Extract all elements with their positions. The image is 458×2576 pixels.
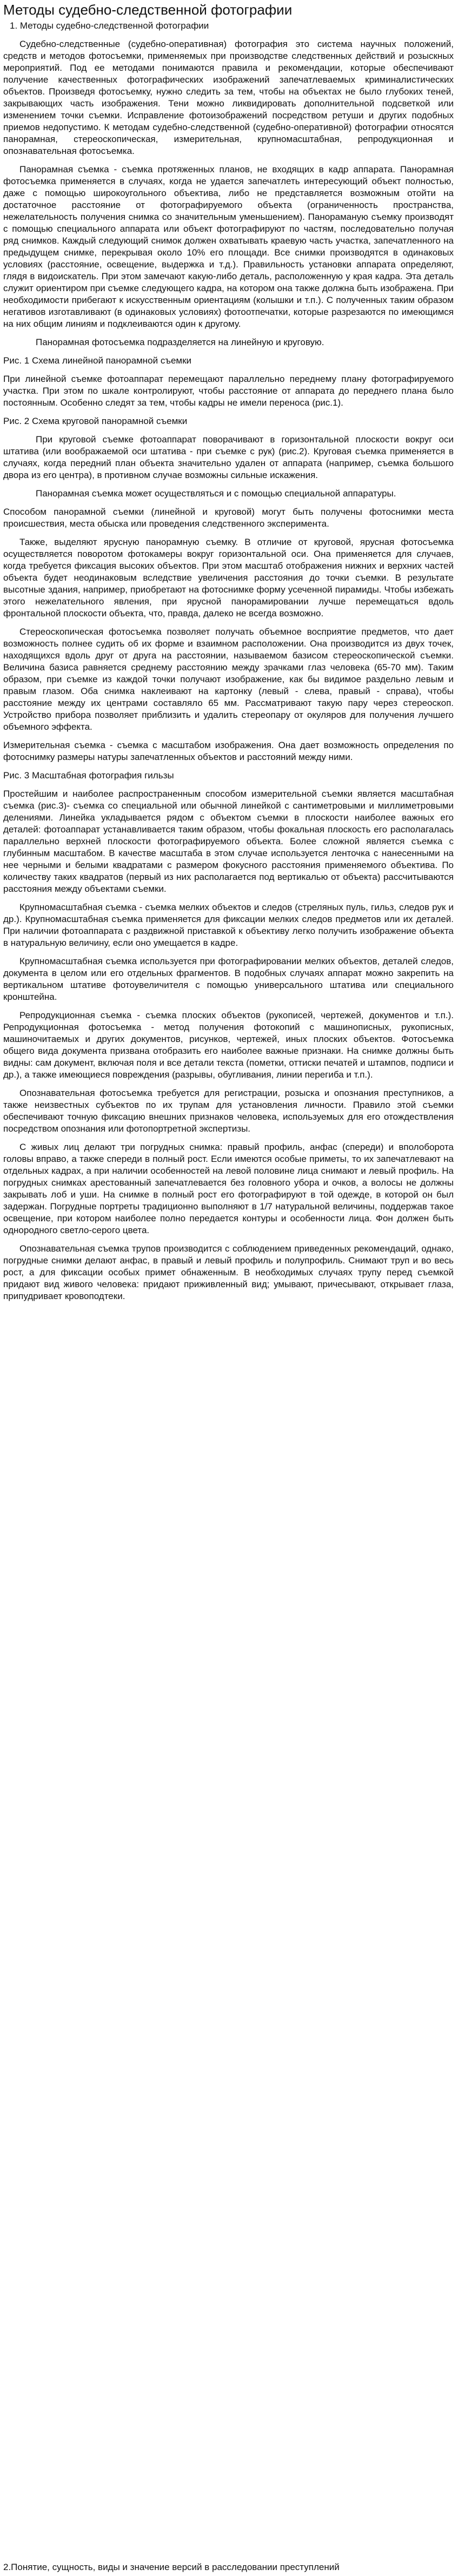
paragraph-panoramic: Панорамная съемка - съемка протяженных планов, не входящих в кадр аппарата. Панорамная фотосъемка применяется в случаях, когда не удается запечатлеть интересующий объект полностью, даже с помощью широкоугольного объектива, либо не представляется возможным отойти на достаточное расстояние от фотографируемого объекта (ограниченность пространства, нежелательность получения снимка со значительным уменьшением). Панораманую съемку производят с помощью специального аппарата или объект фотографируют по частям, последовательно получая ряд снимков. Каждый следующий снимок должен охватывать краевую часть участка, запечатленного на предыдущем снимке, перекрывая около 10% его площади. Все снимки производятся в одинаковых условиях (расстояние, освещение, выдержка и т.д.). Правильность установки аппарата определяют, глядя в видоискатель. При этом замечают какую-либо деталь, расположенную у края кадра. Эта деталь служит ориентиром при съемке следующего кадра, на котором она также должна быть изображена. При необходимости прибегают к искусственным ориентациям (колышки и т.п.). С полученных таким образом негативов изготавливают (в одинаковых условиях) фотоотпечатки, которые разрезаются по имеющимся на них общим линиям и подклеиваются один к другому. <box>3 164 454 329</box>
paragraph-special-equipment: Панорамная съемка может осуществляться и с помощью специальной аппаратуры. <box>36 488 396 499</box>
paragraph-circular: При круговой съемке фотоаппарат поворачивают в горизонтальной плоскости вокруг оси штатива (или воображаемой оси штатива - при съемке с рук) (рис.2). Круговая съемка применяется в случаях, когда передний план объекта значительно удален от аппарата (например, съемка большого двора из его центра), в противном случае возможны сильные искажения. <box>3 434 454 480</box>
paragraph-panoramic-use: Способом панорамной съемки (линейной и круговой) могут быть получены фотоснимки места происшествия, места обыска или проведения следственного эксперимента. <box>3 507 454 529</box>
paragraph-intro: Судебно-следственные (судебно-оперативная) фотография это система научных положений, средств и методов фотосъемки, применяемых при производстве следственных действий и розыскных мероприятий. Под ее методами понимаются правила и рекомендации, которые обеспечивают получение качественных фотографических изображений запечатлеваемых криминалистических объектов. Произведя фотосъемку, нужно следить за тем, чтобы на объектах не было глубоких теней, закрывающих часть изображения. Тени можно ликвидировать дополнительной подсветкой или изменением точки съемки. Исправление фотоизображений посредством ретуши и других подобных приемов недопустимо. К методам судебно-следственной (судебно-оперативной) фотографии относятся панорамная, стереоскопическая, измерительная, крупномасштабная, репродукционная и опознавательная фотосъемка. <box>3 39 454 156</box>
figure-caption-2: Рис. 2 Схема круговой панорамной съемки <box>3 416 188 426</box>
next-section-heading: 2.Понятие, сущность, виды и значение версий в расследовании преступлений <box>3 2562 340 2572</box>
paragraph-corpses: Опознавательная съемка трупов производится с соблюдением приведенных рекомендаций, однако, погрудные снимки делают анфас, в правый и левый профиль и полупрофиль. Снимают труп и во весь рост, а для фиксации особых примет обнаженным. В необходимых случаях трупу перед съемкой придают вид живого человека: придают приживленный вид; умывают, причесывают, открывает глаза, припудривает кровоподтеки. <box>3 1243 454 1301</box>
figure-caption-1: Рис. 1 Схема линейной панорамной съемки <box>3 355 192 366</box>
paragraph-living-persons: С живых лиц делают три погрудных снимка: правый профиль, анфас (спереди) и вполоборота головы вправо, а также спереди в полный рост. Если имеются особые приметы, то их запечатлевают на отдельных кадрах, а при наличии особенностей на левой половине лица снимают и левый профиль. На погрудных снимках арестованный запечатлевается без головного убора и очков, а волосы не должны закрывать лоб и уши. На снимке в полный рост его фотографируют в той одежде, в которой он был задержан. Погрудные портреты традиционно выполняют в 1/7 натуральной величины, поддержав такое освещение, при котором наиболее полно передается контуры и особенности лица. Фон должен быть однородного светло-серого цвета. <box>3 1142 454 1235</box>
paragraph-linear: При линейной съемке фотоаппарат перемещают параллельно переднему плану фотографируемого участка. При этом по шкале контролируют, чтобы расстояние от аппарата до переднего плана было постоянным. Особенно следят за тем, чтобы кадры не имели переноса (рис.1). <box>3 374 454 408</box>
paragraph-scale: Простейшим и наиболее распространенным способом измерительной съемки является масштабная съемка (рис.3)- съемка со специальной или обычной линейкой с сантиметровыми и миллиметровыми делениями. Линейка укладывается рядом с объектом съемки в плоскости наиболее важных его деталей: фотоаппарат устанавливается таким образом, чтобы фокальная плоскость его располагалась параллельно верхней плоскости фотографируемого объекта. Более сложной является съемка с глубинным масштабом. В качестве масштаба в этом случае используется ленточка с нанесенными на нее черными и белыми квадратами с размером фокусного расстояния применяемого объектива. По количеству таких квадратов (первый из них располагается под вертикалью от объекта) рассчитываются расстояния между объектами съемки. <box>3 789 454 894</box>
paragraph-large-scale: Крупномасштабная съемка - съемка мелких объектов и следов (стреляных пуль, гильз, следов рук и др.). Крупномасштабная съемка применяется для фиксации мелких следов предметов или их деталей. При наличии фотоаппарата с раздвижной приставкой к объективу легко получить изображение объекта в натуральную величину, если оно умещается в кадре. <box>3 902 454 948</box>
paragraph-large-scale-use: Крупномасштабная съемка используется при фотографировании мелких объектов, деталей следов, документа в целом или его отдельных фрагментов. В подобных случаях аппарат можно закрепить на вертикальном штативе фотоувеличителя с помощью универсального штатива или специального кронштейна. <box>3 956 454 1002</box>
paragraph-identification: Опознавательная фотосъемка требуется для регистрации, розыска и опознания преступников, а также неизвестных субъектов по их трупам для установления личности. Правило этой съемки обеспечивают точную фиксацию внешних признаков человека, используемых для его отождествления посредством опознания или фотопортретной экспертизы. <box>3 1088 454 1134</box>
paragraph-panoramic-types: Панорамная фотосъемка подразделяется на линейную и круговую. <box>36 337 324 347</box>
paragraph-tiered: Также, выделяют ярусную панорамную съемку. В отличие от круговой, ярусная фотосъемка осуществляется поворотом фотокамеры вокруг горизонтальной оси. Она применяется для случаев, когда требуется фиксация высоких объектов. При этом масштаб отображения нижних и верхних частей объекта будет неодинаковым вследствие увеличения расстояния до точки съемки. В результате высотные здания, например, приобретают на фотоснимке форму усеченной пирамиды. Чтобы избежать этого нежелательного явления, при ярусной панорамировании лучше перемещаться вдоль фронтальной плоскости объекта, что, правда, далеко не всегда возможно. <box>3 537 454 618</box>
section-subtitle: 1. Методы судебно-следственной фотографии <box>10 21 209 31</box>
paragraph-reproduction: Репродукционная съемка - съемка плоских объектов (рукописей, чертежей, документов и т.п.). Репродукционная фотосъемка - метод получения фотокопий с машинописных, рукописных, машиночитаемых и других документов, рисунков, чертежей, иных плоских объектов. Фотосъемка общего вида документа призвана отобразить его наиболее важные признаки. На снимке должны быть видны: сам документ, включая поля и все детали текста (пометки, оттиски печатей и штампов, подписи и др.), а также имеющиеся повреждения (разрывы, обугливания, линии перегиба и т.п.). <box>3 1010 454 1080</box>
page-title: Методы судебно-следственной фотографии <box>3 2 293 18</box>
paragraph-measuring: Измерительная съемка - съемка с масштабом изображения. Она дает возможность определения по фотоснимку размеры натуры запечатленных объектов и расстояний между ними. <box>3 740 454 762</box>
paragraph-stereo: Стереоскопическая фотосъемка позволяет получать объемное восприятие предметов, что дает возможность полнее судить об их форме и взаимном расположении. Она производится из двух точек, находящихся вдоль друг от друга на расстоянии, называемом базисом стереоскопической съемки. Величина базиса равняется среднему расстоянию между зрачками глаз человека (65-70 мм). Таким образом, при съемке из каждой точки получают изображение, как бы видимое раздельно левым и правым глазом. Оба снимка наклеивают на картонку (левый - слева, правый - справа), чтобы расстояние между их центрами составляло 65 мм. Рассматривают такую пару через стереоскоп. Устройство прибора позволяет приблизить и удалить стереопару от окуляров для получения лучшего объемного эффекта. <box>3 627 454 732</box>
figure-caption-3: Рис. 3 Масштабная фотография гильзы <box>3 770 174 781</box>
